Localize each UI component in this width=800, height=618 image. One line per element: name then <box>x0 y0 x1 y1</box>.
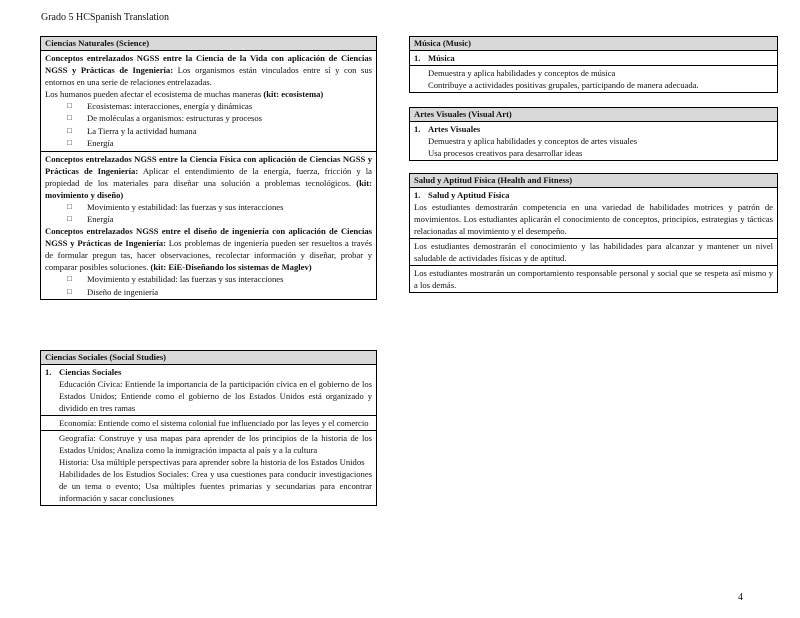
health-section-3 <box>410 265 777 292</box>
list-item: □ Energía <box>67 138 114 149</box>
square-bullet-icon: □ <box>67 201 72 211</box>
square-bullet-icon: □ <box>67 286 72 296</box>
physical-science-bullets <box>45 201 372 226</box>
list-item: □ La Tierra y la actividad humana <box>67 125 197 136</box>
life-science-kit: (kit: ecosistema) <box>263 89 324 99</box>
list-item: □ Energía <box>67 214 114 225</box>
music-content <box>410 66 777 92</box>
list-item: □ Diseño de ingeniería <box>67 286 159 297</box>
physical-science-lead: Conceptos entrelazados NGSS entre la Ciencia Física con aplicación de Ciencias NGSS y Prácticas de Ingeniería: <box>45 153 372 176</box>
health-title: Salud y Aptitud Física (Health and Fitness) <box>410 174 777 188</box>
history-text: Historia: Usa múltiple perspectivas para aprender sobre la historia de los Estados Unidos <box>59 457 365 467</box>
life-science-text: Los organismos están vinculados entre sí y con sus entornos en una serie de relaciones entrelazadas. <box>45 65 372 87</box>
social-studies-heading-section <box>41 365 376 415</box>
engineering-paragraph <box>45 225 372 273</box>
visual-art-box <box>409 107 778 161</box>
civics-text: Educación Cívica: Entiende la importancia de la participación cívica en el gobierno de los Estados Unidos; Entiende como el gobierno de los Estados Unidos está organizado y dividido en tres ramas <box>59 379 372 413</box>
economy-section <box>41 415 376 430</box>
health-box <box>409 173 778 293</box>
square-bullet-icon: □ <box>67 125 72 135</box>
social-studies-heading: 1. Ciencias Sociales <box>45 367 122 377</box>
square-bullet-icon: □ <box>67 101 72 110</box>
life-science-paragraph-2 <box>45 88 372 100</box>
physical-science-text: Aplicar el entendimiento de la energía, fuerza, fricción y la propiedad de los materiales para diseñar una solución a problemas tecnológicos. <box>45 165 372 188</box>
list-item: □ Ecosistemas: interacciones, energía y dinámicas <box>67 101 253 111</box>
visual-art-line-2: Usa procesos creativos para desarrollar ideas <box>428 148 583 158</box>
music-title: Música (Music) <box>410 37 777 51</box>
page-number: 4 <box>738 592 743 603</box>
life-science-section <box>41 51 376 151</box>
music-box <box>409 36 778 93</box>
engineering-bullets <box>45 273 372 298</box>
visual-art-content <box>410 122 777 160</box>
physical-science-paragraph <box>45 153 372 201</box>
skills-text: Habilidades de los Estudios Sociales: Crea y usa cuestiones para conducir investigaciones de un tema o evento; Usa múltiples fuentes primarias y secundarias para encontrar información y sacar conclusiones <box>59 469 372 503</box>
life-science-bullets <box>45 100 372 150</box>
health-paragraph-2: Los estudiantes demostrarán el conocimiento y las habilidades para alcanzar y mantener un nivel saludable de actividades físicas y de aptitud. <box>414 241 773 263</box>
square-bullet-icon: □ <box>67 113 72 123</box>
economy-text: Economía: Entiende como el sistema colonial fue influenciado por las leyes y el comercio <box>59 418 369 428</box>
square-bullet-icon: □ <box>67 274 72 284</box>
music-line-2: Contribuye a actividades positivas grupales, participando de manera adecuada. <box>428 80 699 90</box>
health-paragraph-1: Los estudiantes demostrarán competencia en una variedad de habilidades motrices y patrón de movimientos. Los estudiantes aplicarán el conocimiento de conceptos, principios, estrategias y tácticas relacionadas al movimiento y el desempeño. <box>414 202 773 236</box>
music-heading: 1. Música <box>414 53 455 63</box>
social-studies-title: Ciencias Sociales (Social Studies) <box>41 351 376 365</box>
life-science-paragraph <box>45 52 372 88</box>
physical-science-kit: (kit: movimiento y diseño) <box>45 177 372 200</box>
science-title: Ciencias Naturales (Science) <box>41 37 376 51</box>
physical-science-section <box>41 151 376 300</box>
music-heading-section <box>410 51 777 66</box>
visual-art-title: Artes Visuales (Visual Art) <box>410 108 777 122</box>
health-paragraph-3: Los estudiantes mostrarán un comportamiento responsable personal y social que se respeta así mismo y a los demás. <box>414 268 773 290</box>
health-section-1 <box>410 188 777 238</box>
list-item: □ Movimiento y estabilidad: las fuerzas y sus interacciones <box>67 274 284 285</box>
health-heading: 1. Salud y Aptitud Física <box>414 190 510 200</box>
science-box <box>40 36 377 300</box>
engineering-kit: (kit: EiE-Diseñando los sistemas de Maglev) <box>150 262 312 273</box>
square-bullet-icon: □ <box>67 214 72 224</box>
square-bullet-icon: □ <box>67 138 72 148</box>
life-science-lead: Conceptos entrelazados NGSS entre la Ciencia de la Vida con aplicación de Ciencias NGSS y Prácticas de Ingeniería: <box>45 53 372 75</box>
engineering-lead: Conceptos entrelazados NGSS entre el diseño de ingeniería con aplicación de Ciencias NGSS y Prácticas de Ingeniería: <box>45 226 372 249</box>
music-line-1: Demuestra y aplica habilidades y conceptos de música <box>428 68 616 78</box>
engineering-text: Los problemas de ingeniería pueden ser resueltos a través de formular pregun tas, hacer observaciones, recolectar información y diseñar, probar y comparar posibles soluciones. <box>45 238 372 273</box>
social-studies-box <box>40 350 377 506</box>
health-section-2 <box>410 238 777 265</box>
list-item: □ Movimiento y estabilidad: las fuerzas y sus interacciones <box>67 201 284 212</box>
page-header: Grado 5 HCSpanish Translation <box>41 12 170 23</box>
visual-art-line-1: Demuestra y aplica habilidades y conceptos de artes visuales <box>428 136 638 146</box>
geography-text: Geografía: Construye y usa mapas para aprender de los principios de la historia de los Estados Unidos; Analiza como la inmigración impacta al país y a la cultura <box>59 433 372 455</box>
geography-section <box>41 430 376 505</box>
list-item: □ De moléculas a organismos: estructuras y procesos <box>67 113 263 124</box>
life-science-text-2: Los humanos pueden afectar el ecosistema de muchas maneras <box>45 89 262 99</box>
visual-art-heading: 1. Artes Visuales <box>414 124 481 134</box>
